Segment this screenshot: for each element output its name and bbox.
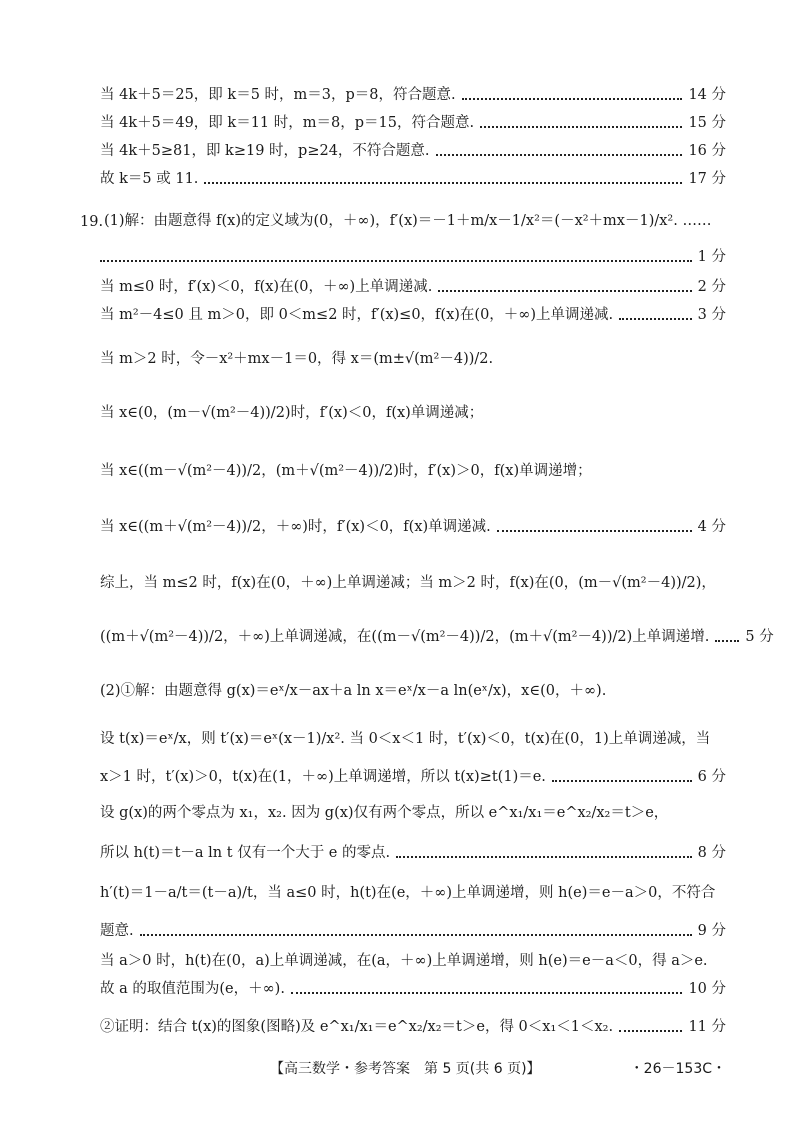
score-label: 17 分 [688,171,726,187]
score-label: 11 分 [688,1019,726,1035]
score-label: 15 分 [688,115,726,131]
answer-line-2-1: (2)①解：由题意得 g(x)＝eˣ/x－ax＋a ln x＝eˣ/x－a ln(eˣ/x)，x∈(0，＋∞). [100,683,607,699]
answer-line-m-gt-2: 当 m＞2 时，令－x²＋mx－1＝0，得 x＝(m±√(m²－4))/2. [100,351,494,367]
answer-line-9: 题意. 9 分 [100,923,726,939]
score-label: 14 分 [688,87,726,103]
footer-code: ・26－153C・ [629,1061,726,1077]
answer-line-17: 故 k＝5 或 11. 17 分 [100,171,726,187]
answer-line-10: 故 a 的取值范围为(e，＋∞). 10 分 [100,981,726,997]
score-label: 4 分 [697,519,726,535]
score-label: 8 分 [697,845,726,861]
question-number: 19. [80,214,104,230]
answer-line-8: 所以 h(t)＝t－a ln t 仅有一个大于 e 的零点. 8 分 [100,845,726,861]
answer-line-3: 当 m²－4≤0 且 m＞0，即 0＜m≤2 时，f′(x)≤0，f(x)在(0，＋∞)上单调递减. 3 分 [100,307,726,323]
answer-line-2: 当 m≤0 时，f′(x)＜0，f(x)在(0，＋∞)上单调递减. 2 分 [100,279,726,295]
answer-line-15: 当 4k＋5＝49，即 k＝11 时，m＝8，p＝15，符合题意. 15 分 [100,115,726,131]
answer-line-a-gt-0: 当 a＞0 时，h(t)在(0，a)上单调递减，在(a，＋∞)上单调递增，则 h(e)＝e－a＜0，得 a＞e. [100,953,708,969]
score-label: 2 分 [697,279,726,295]
answer-line-19-1: (1)解：由题意得 f(x)的定义域为(0，＋∞)，f′(x)＝－1＋m/x－1/x²＝(－x²＋mx－1)/x². …… [104,213,712,229]
score-label: 16 分 [688,143,726,159]
answer-line-t-def: 设 t(x)＝eˣ/x，则 t′(x)＝eˣ(x－1)/x². 当 0＜x＜1 时，t′(x)＜0，t(x)在(0，1)上单调递减，当 [100,731,711,747]
score-label: 5 分 [745,629,774,645]
score-label: 3 分 [697,307,726,323]
answer-line-interval-3: 当 x∈((m＋√(m²－4))/2，＋∞)时，f′(x)＜0，f(x)单调递减. 4 分 [100,519,726,535]
score-label: 6 分 [697,769,726,785]
score-label: 9 分 [697,923,726,939]
score-label: 1 分 [697,249,726,265]
answer-line-interval-2: 当 x∈((m－√(m²－4))/2，(m＋√(m²－4))/2)时，f′(x)＞0，f(x)单调递增； [100,463,592,479]
answer-line-summary-2: ((m＋√(m²－4))/2，＋∞)上单调递减，在((m－√(m²－4))/2，(m＋√(m²－4))/2)上单调递增. 5 分 [100,629,774,645]
answer-line-14: 当 4k＋5＝25，即 k＝5 时，m＝3，p＝8，符合题意. 14 分 [100,87,726,103]
answer-line-16: 当 4k＋5≥81，即 k≥19 时，p≥24，不符合题意. 16 分 [100,143,726,159]
answer-line-interval-1: 当 x∈(0，(m－√(m²－4))/2)时，f′(x)＜0，f(x)单调递减； [100,405,484,421]
footer-page-info: 【高三数学・参考答案 第 5 页(共 6 页)】 [270,1061,541,1077]
answer-line-h-prime: h′(t)＝1－a/t＝(t－a)/t，当 a≤0 时，h(t)在(e，＋∞)上单调递增，则 h(e)＝e－a＞0，不符合 [100,885,716,901]
answer-line-11: ②证明：结合 t(x)的图象(图略)及 e^x₁/x₁＝e^x₂/x₂＝t＞e，得 0＜x₁＜1＜x₂. 11 分 [100,1019,726,1035]
answer-line-6: x＞1 时，t′(x)＞0，t(x)在(1，＋∞)上单调递增，所以 t(x)≥t(1)＝e. 6 分 [100,769,726,785]
score-label: 10 分 [688,981,726,997]
answer-line-score-1 [100,250,726,265]
answer-line-zeros: 设 g(x)的两个零点为 x₁，x₂. 因为 g(x)仅有两个零点，所以 e^x₁/x₁＝e^x₂/x₂＝t＞e， [100,805,669,821]
answer-line-summary-1: 综上，当 m≤2 时，f(x)在(0，＋∞)上单调递减；当 m＞2 时，f(x)在(0，(m－√(m²－4))/2)， [100,575,716,591]
